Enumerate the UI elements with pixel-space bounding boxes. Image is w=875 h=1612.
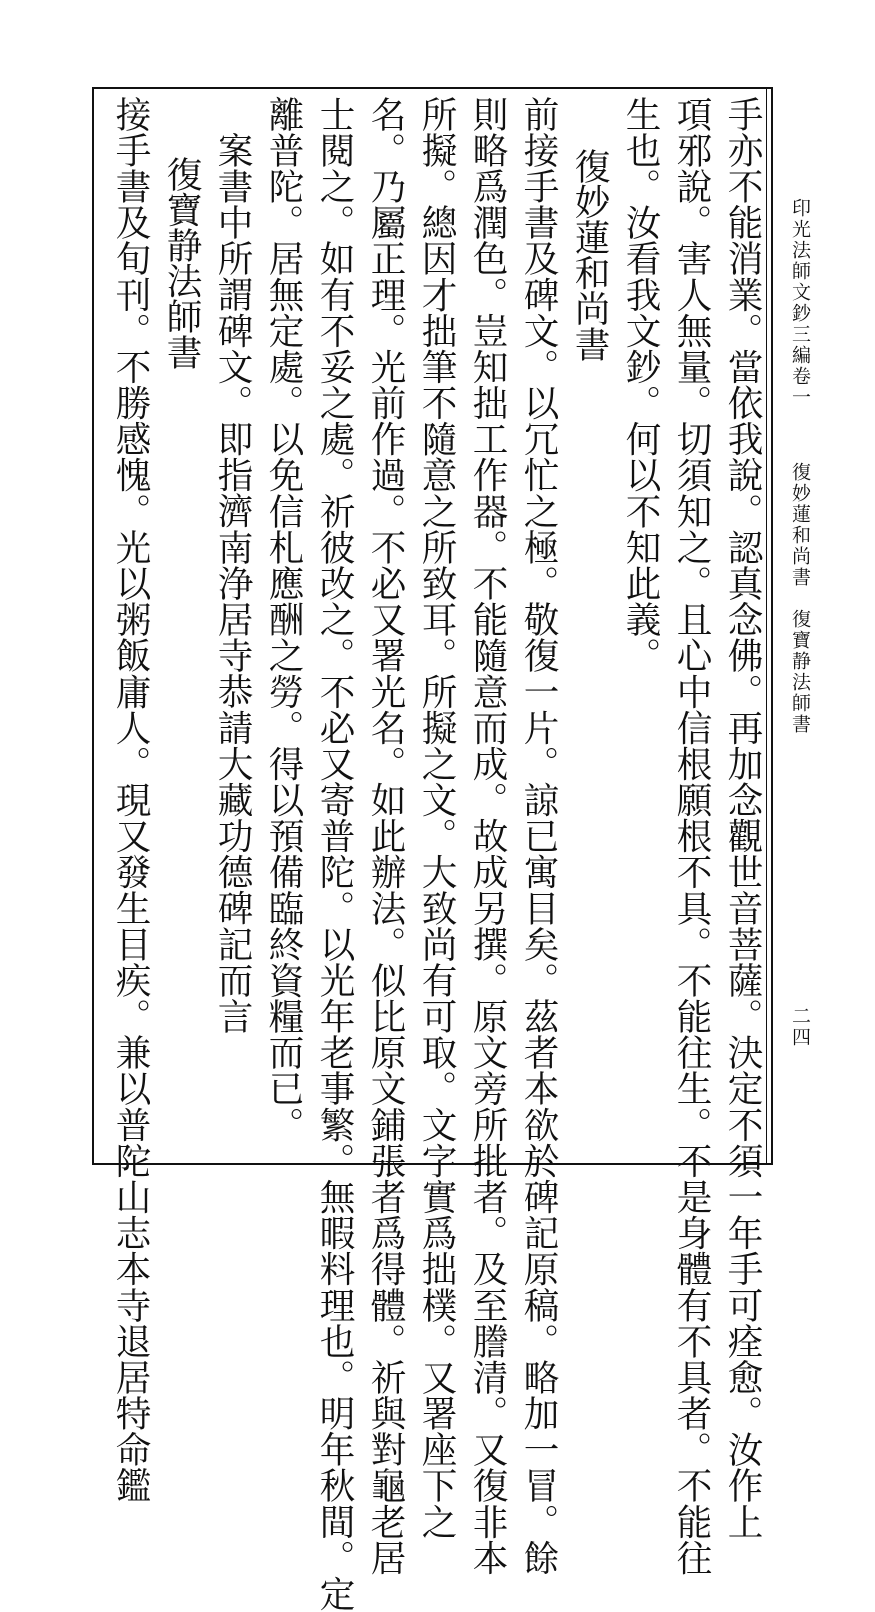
frame-right-rule	[771, 87, 773, 1165]
text-column-9: 士閱之。如有不妥之處。祈彼改之。不必又寄普陀。以光年老事繁。無暇料理也。明年秋間。定	[314, 96, 355, 1612]
text-column-1: 手亦不能消業。當依我說。認真念佛。再加念觀世音菩薩。決定不須一年手可痊愈。汝作上	[722, 96, 763, 1540]
text-column-13: 接手書及旬刊。不勝感愧。光以粥飯庸人。現又發生目疾。兼以普陀山志本寺退居特命鑑	[110, 96, 151, 1504]
text-column-8: 名。乃屬正理。光前作過。不必又署光名。如此辦法。似比原文鋪張者爲得體。祈與對龜老居	[365, 96, 406, 1576]
frame-right-inner-rule	[766, 87, 767, 1165]
page-number: 二四	[789, 1006, 811, 1048]
text-column-6: 則略爲潤色。豈知拙工作器。不能隨意而成。故成另撰。原文旁所批者。及至謄清。又復非本	[467, 96, 508, 1576]
frame-left-rule	[92, 87, 94, 1165]
text-column-7: 所擬。總因才拙筆不隨意之所致耳。所擬之文。大致尚有可取。文字實爲拙樸。又署座下之	[416, 96, 457, 1540]
running-header-book-title: 印光法師文鈔三編卷一	[789, 198, 811, 408]
running-header-section-titles: 復妙蓮和尚書 復寶静法師書	[789, 462, 811, 735]
text-column-5: 前接手書及碑文。以冗忙之極。敬復一片。諒已寓目矣。茲者本欲於碑記原稿。略加一冒。餘	[518, 96, 559, 1576]
editor-note-column: 案書中所謂碑文。即指濟南浄居寺恭請大藏功德碑記而言	[212, 132, 253, 1035]
letter-title-baojing: 復寶静法師書	[161, 156, 202, 370]
text-column-3: 生也。汝看我文鈔。何以不知此義。	[620, 96, 661, 674]
text-column-10: 離普陀。居無定處。以免信札應酬之勞。得以預備臨終資糧而已。	[263, 96, 304, 1143]
text-column-2: 項邪說。害人無量。切須知之。且心中信根願根不具。不能往生。不是身體有不具者。不能往	[671, 96, 712, 1576]
letter-title-miaolian: 復妙蓮和尚書	[569, 148, 610, 362]
frame-top-rule	[92, 87, 773, 89]
